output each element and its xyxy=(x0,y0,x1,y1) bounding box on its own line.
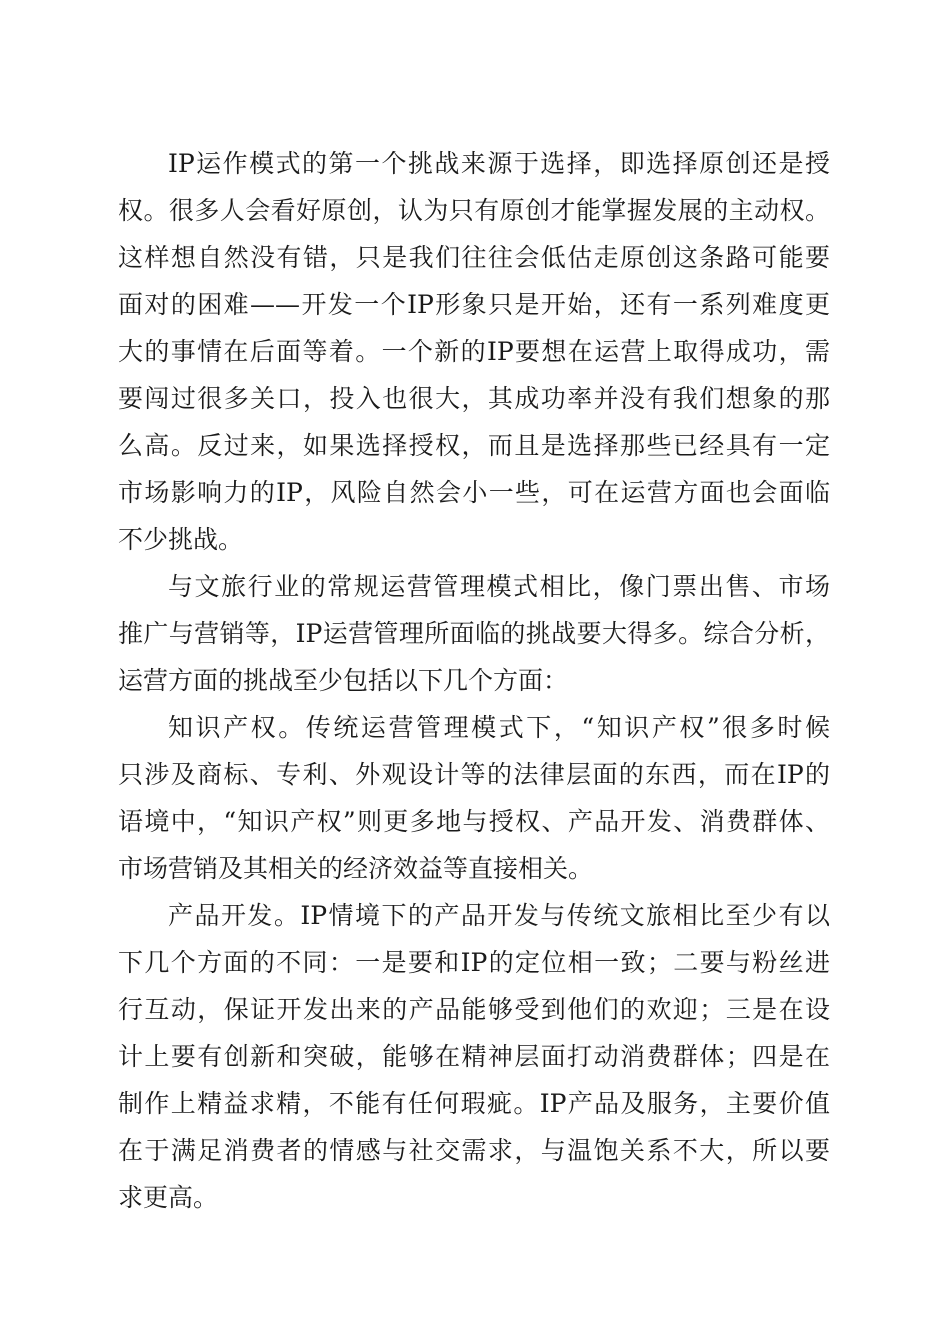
paragraph-line: 大的事情在后面等着。一个新的IP要想在运营上取得成功，需 xyxy=(118,337,830,366)
paragraph-line: 求更高。 xyxy=(118,1183,219,1212)
paragraph-line: 市场影响力的IP，风险自然会小一些，可在运营方面也会面临 xyxy=(118,478,830,507)
paragraph-line: 这样想自然没有错，只是我们往往会低估走原创这条路可能要 xyxy=(118,243,830,272)
paragraph-line: 下几个方面的不同：一是要和IP的定位相一致；二要与粉丝进 xyxy=(118,948,830,977)
paragraph-line: 运营方面的挑战至少包括以下几个方面： xyxy=(118,666,569,695)
paragraph-line: 市场营销及其相关的经济效益等直接相关。 xyxy=(118,854,594,883)
paragraph-line: 面对的困难——开发一个IP形象只是开始，还有一系列难度更 xyxy=(118,290,830,319)
paragraph-line: 知识产权。传统运营管理模式下，“知识产权”很多时候 xyxy=(168,713,830,742)
paragraph-line: 推广与营销等，IP运营管理所面临的挑战要大得多。综合分析， xyxy=(118,619,830,648)
paragraph-line: 与文旅行业的常规运营管理模式相比，像门票出售、市场 xyxy=(168,572,830,601)
paragraph-line: 计上要有创新和突破，能够在精神层面打动消费群体；四是在 xyxy=(118,1042,830,1071)
paragraph-line: 在于满足消费者的情感与社交需求，与温饱关系不大，所以要 xyxy=(118,1136,830,1165)
body-text xyxy=(118,140,830,1221)
paragraph-line: 行互动，保证开发出来的产品能够受到他们的欢迎；三是在设 xyxy=(118,995,830,1024)
paragraph-line: 制作上精益求精，不能有任何瑕疵。IP产品及服务，主要价值 xyxy=(118,1089,830,1118)
paragraph-line: 么高。反过来，如果选择授权，而且是选择那些已经具有一定 xyxy=(118,431,830,460)
paragraph-line: 权。很多人会看好原创，认为只有原创才能掌握发展的主动权。 xyxy=(118,196,830,225)
paragraph-line: 要闯过很多关口，投入也很大，其成功率并没有我们想象的那 xyxy=(118,384,830,413)
paragraph-line: 产品开发。IP情境下的产品开发与传统文旅相比至少有以 xyxy=(168,901,830,930)
paragraph-line: 语境中，“知识产权”则更多地与授权、产品开发、消费群体、 xyxy=(118,807,830,836)
paragraph-line: IP运作模式的第一个挑战来源于选择，即选择原创还是授 xyxy=(168,149,830,178)
paragraph-line: 只涉及商标、专利、外观设计等的法律层面的东西，而在IP的 xyxy=(118,760,830,789)
paragraph-line: 不少挑战。 xyxy=(118,525,244,554)
